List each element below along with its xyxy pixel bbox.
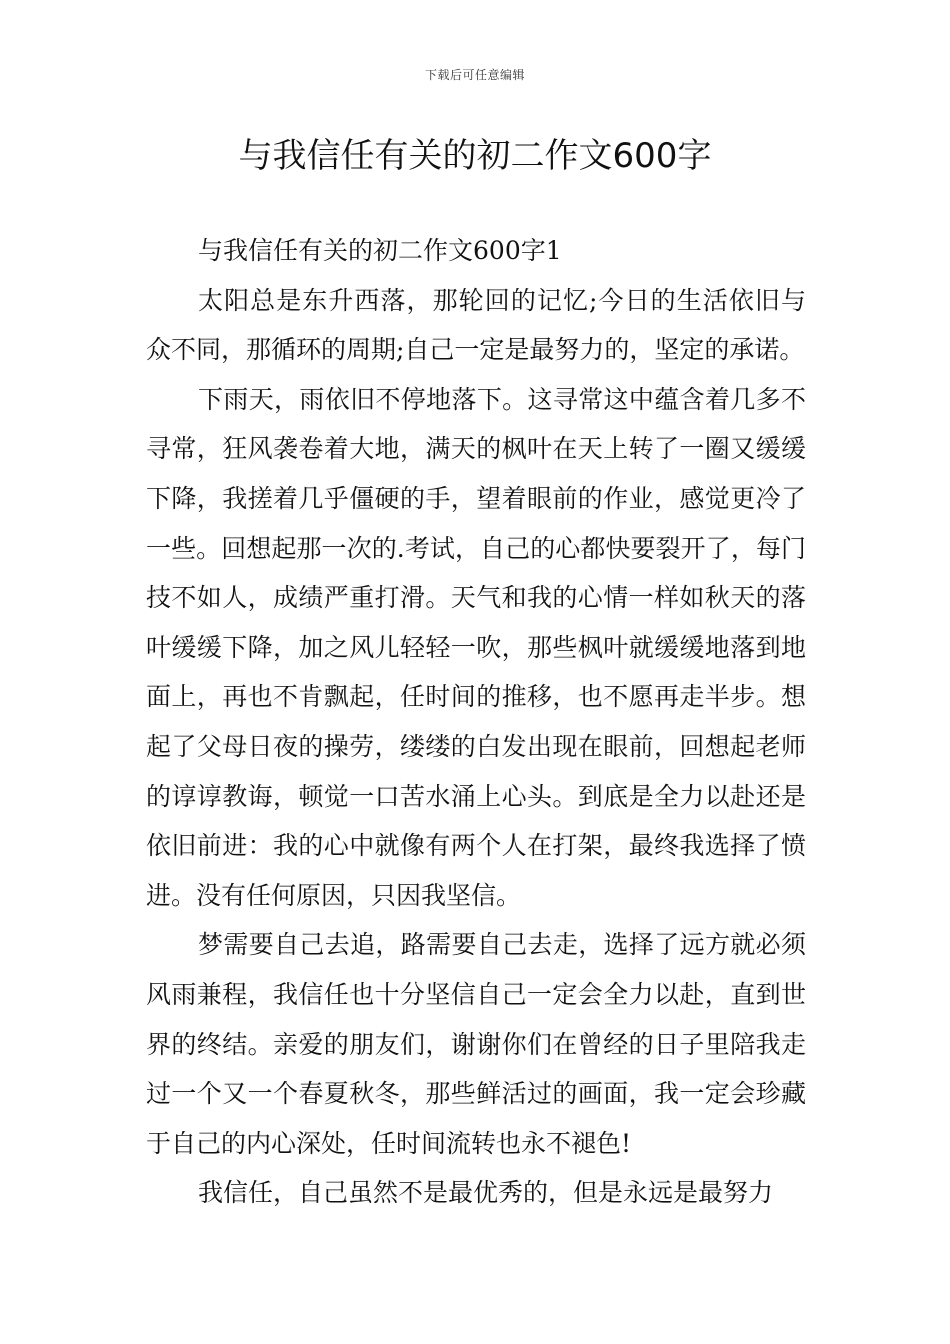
paragraph: 我信任，自己虽然不是最优秀的，但是永远是最努力: [198, 1178, 774, 1208]
page-title: 与我信任有关的初二作文600字: [238, 136, 712, 176]
paragraph: 太阳总是东升西落，那轮回的记忆;今日的生活依旧与众不同，那循环的周期;自己一定是最努力的，坚定的承诺。: [146, 285, 806, 365]
paragraph-subtitle: 与我信任有关的初二作文600字1: [198, 236, 562, 265]
header-note: 下载后可任意编辑: [424, 68, 525, 82]
paragraph: 梦需要自己去追，路需要自己去走，选择了远方就必须风雨兼程，我信任也十分坚信自己一定会全力以赴，直到世界的终结。亲爱的朋友们，谢谢你们在曾经的日子里陪我走过一个又一个春夏秋冬，那些鲜活过的画面，我一定会珍藏于自己的内心深处，任时间流转也永不褪色!: [146, 930, 806, 1158]
article-body: [146, 226, 806, 1218]
paragraph: 下雨天，雨依旧不停地落下。这寻常这中蕴含着几多不寻常，狂风袭卷着大地，满天的枫叶在天上转了一圈又缓缓下降，我搓着几乎僵硬的手，望着眼前的作业，感觉更冷了一些。回想起那一次的.考试，自己的心都快要裂开了，每门技不如人，成绩严重打滑。天气和我的心情一样如秋天的落叶缓缓下降，加之风儿轻轻一吹，那些枫叶就缓缓地落到地面上，再也不肯飘起，任时间的推移，也不愿再走半步。想起了父母日夜的操劳，缕缕的白发出现在眼前，回想起老师的谆谆教诲，顿觉一口苦水涌上心头。到底是全力以赴还是依旧前进：我的心中就像有两个人在打架，最终我选择了愤进。没有任何原因，只因我坚信。: [146, 384, 806, 910]
